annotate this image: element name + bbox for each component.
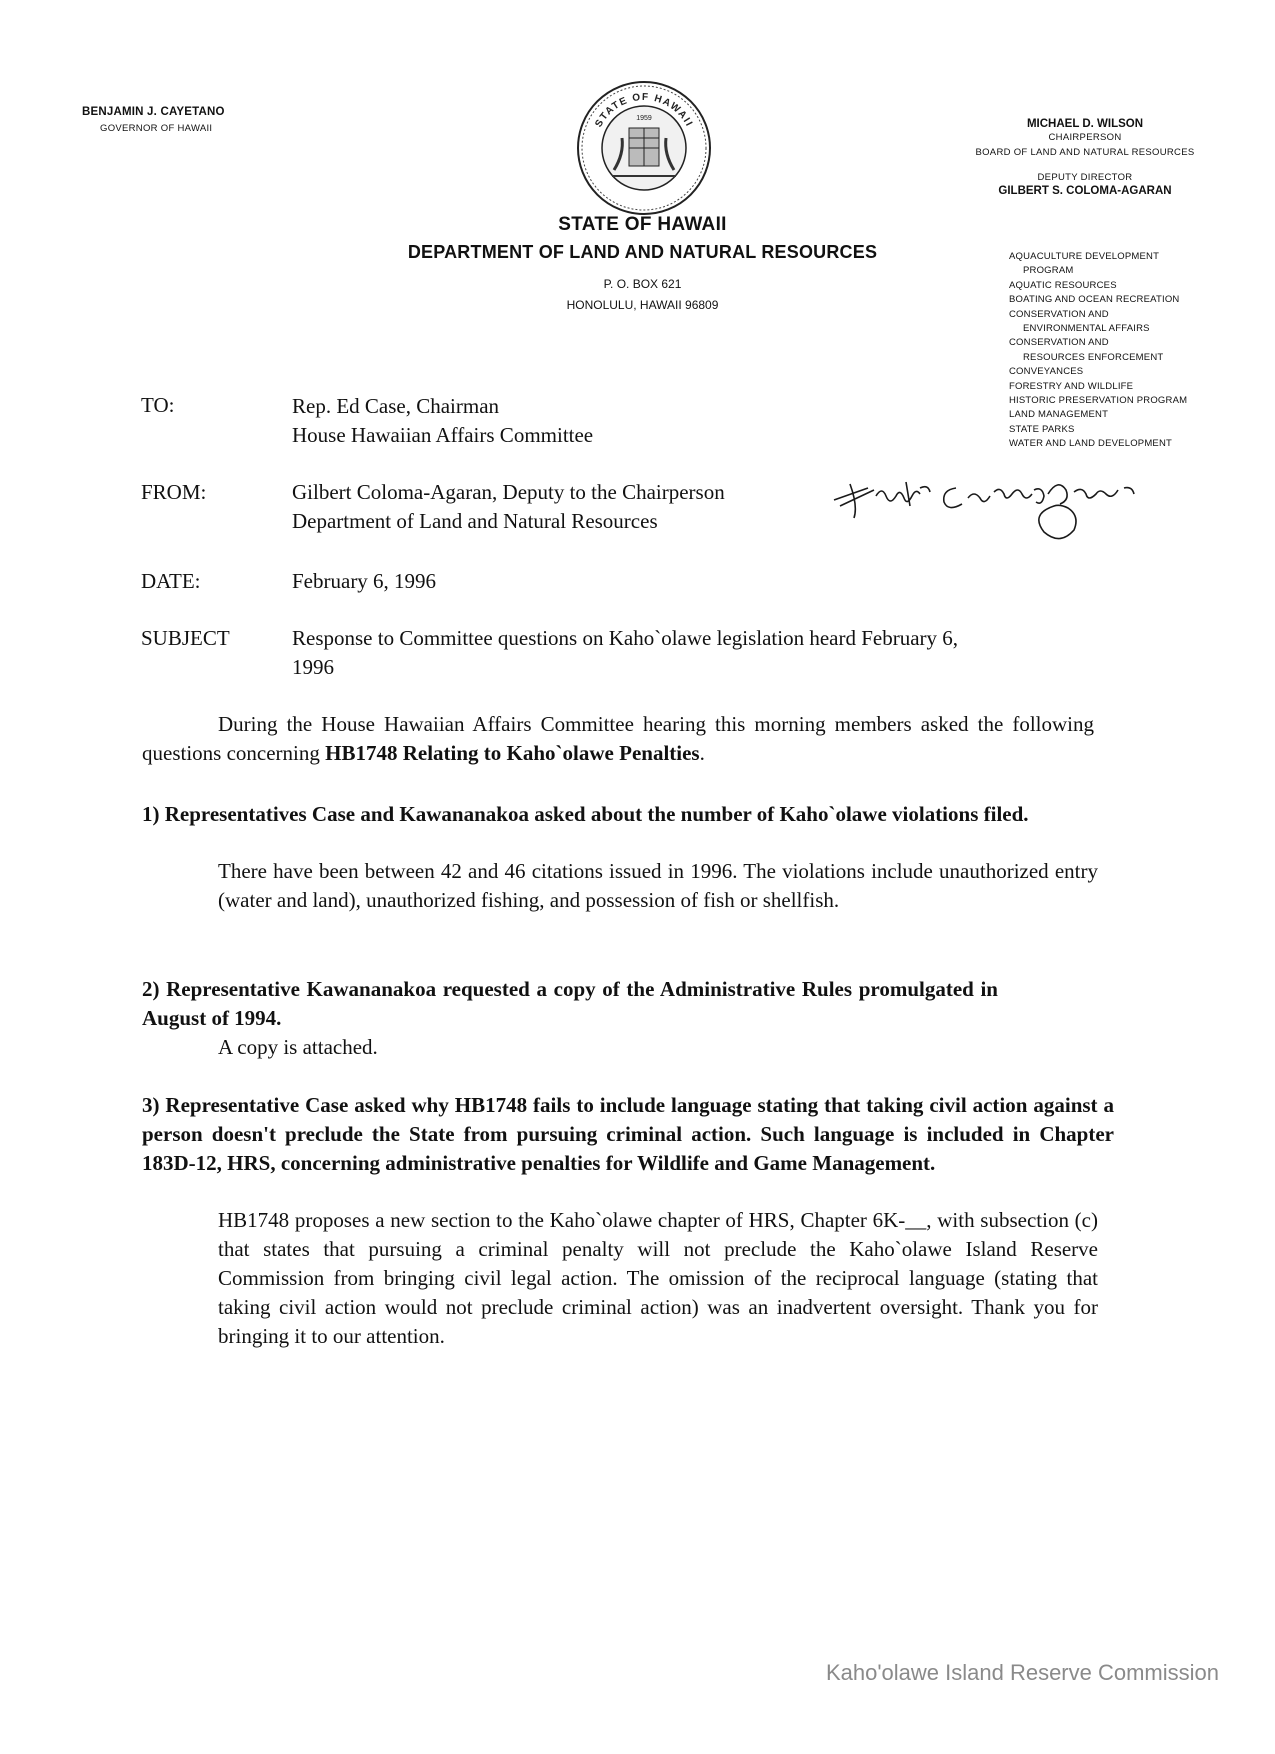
- division-item: BOATING AND OCEAN RECREATION: [1009, 294, 1180, 306]
- division-item: AQUATIC RESOURCES: [1009, 279, 1117, 291]
- division-item: WATER AND LAND DEVELOPMENT: [1009, 438, 1173, 450]
- question-2: 2) Representative Kawananakoa requested a copy of the Administrative Rules promulgated in August of 1994.: [142, 977, 998, 1030]
- date-value: February 6, 1996: [292, 569, 437, 593]
- signature-icon: [828, 470, 1138, 546]
- city-address: HONOLULU, HAWAII 96809: [566, 298, 719, 312]
- division-item: HISTORIC PRESERVATION PROGRAM: [1009, 395, 1188, 407]
- division-item: STATE PARKS: [1009, 423, 1075, 435]
- watermark: Kaho'olawe Island Reserve Commission: [825, 1660, 1219, 1685]
- division-item: RESOURCES ENFORCEMENT: [1023, 351, 1164, 363]
- division-item: CONSERVATION AND: [1009, 308, 1109, 320]
- division-item: LAND MANAGEMENT: [1009, 409, 1109, 421]
- subject-label: SUBJECT: [141, 626, 230, 650]
- seal-year: 1959: [636, 115, 652, 122]
- deputy-name: GILBERT S. COLOMA-AGARAN: [998, 185, 1172, 197]
- division-item: CONSERVATION AND: [1009, 337, 1109, 349]
- answer-3: HB1748 proposes a new section to the Kaho`olawe chapter of HRS, Chapter 6K-__, with subsection (c) that states that pursuing a criminal penalty will not preclude the Kaho`olawe Island Reserve Commission from bringing civil legal action. The omission of the reciprocal language (stating that taking civil action would not preclude criminal action) was an inadvertent oversight. Thank you for bringing it to our attention.: [218, 1208, 1098, 1348]
- from-line-2: Department of Land and Natural Resources: [292, 509, 658, 533]
- state-seal-icon: [574, 78, 714, 218]
- to-line-2: House Hawaiian Affairs Committee: [292, 423, 594, 447]
- governor-title: GOVERNOR OF HAWAII: [100, 123, 213, 134]
- governor-name: BENJAMIN J. CAYETANO: [82, 106, 225, 118]
- intro-bill: HB1748 Relating to Kaho`olawe Penalties: [325, 741, 700, 765]
- to-label: TO:: [141, 393, 175, 417]
- chair-block: [950, 118, 1220, 197]
- question-1: 1) Representatives Case and Kawananakoa asked about the number of Kaho`olawe violations filed.: [142, 802, 1029, 826]
- po-box: P. O. BOX 621: [603, 277, 682, 291]
- question-3: 3) Representative Case asked why HB1748 fails to include language stating that taking civil action against a person doesn't preclude the State from pursuing criminal action. Such language is included in Chapter 183D-12, HRS, concerning administrative penalties for Wildlife and Game Management.: [142, 1093, 1114, 1175]
- division-item: ENVIRONMENTAL AFFAIRS: [1023, 323, 1150, 335]
- subject-value: [292, 624, 1112, 682]
- department-heading: DEPARTMENT OF LAND AND NATURAL RESOURCES: [407, 242, 878, 262]
- answer-2: A copy is attached.: [218, 1035, 378, 1059]
- answer-1: There have been between 42 and 46 citations issued in 1996. The violations include unauthorized entry (water and land), unauthorized fishing, and possession of fish or shellfish.: [218, 859, 1098, 912]
- division-item: PROGRAM: [1023, 265, 1074, 277]
- division-item: AQUACULTURE DEVELOPMENT: [1009, 251, 1160, 262]
- division-item: FORESTRY AND WILDLIFE: [1009, 380, 1134, 392]
- state-heading: STATE OF HAWAII: [558, 214, 727, 235]
- subject-line-2: 1996: [292, 655, 334, 679]
- date-label: DATE:: [141, 569, 201, 593]
- divisions-list: [1009, 250, 1187, 452]
- from-value: [292, 478, 725, 536]
- deputy-title: DEPUTY DIRECTOR: [1037, 172, 1133, 183]
- seal-text: STATE OF HAWAII: [593, 91, 695, 130]
- intro-paragraph: [142, 710, 1094, 768]
- from-line-1: Gilbert Coloma-Agaran, Deputy to the Chairperson: [292, 480, 725, 504]
- subject-line-1: Response to Committee questions on Kaho`olawe legislation heard February 6,: [292, 626, 959, 650]
- intro-end: .: [699, 741, 705, 765]
- chair-title: CHAIRPERSON: [1048, 132, 1122, 143]
- to-value: [292, 392, 593, 450]
- chair-name: MICHAEL D. WILSON: [1026, 118, 1144, 130]
- division-item: CONVEYANCES: [1009, 366, 1084, 378]
- chair-board: BOARD OF LAND AND NATURAL RESOURCES: [975, 147, 1195, 158]
- from-label: FROM:: [141, 480, 207, 504]
- intro-text: During the House Hawaiian Affairs Committee hearing this morning members asked the following questions concerning: [142, 712, 1094, 765]
- to-line-1: Rep. Ed Case, Chairman: [292, 394, 500, 418]
